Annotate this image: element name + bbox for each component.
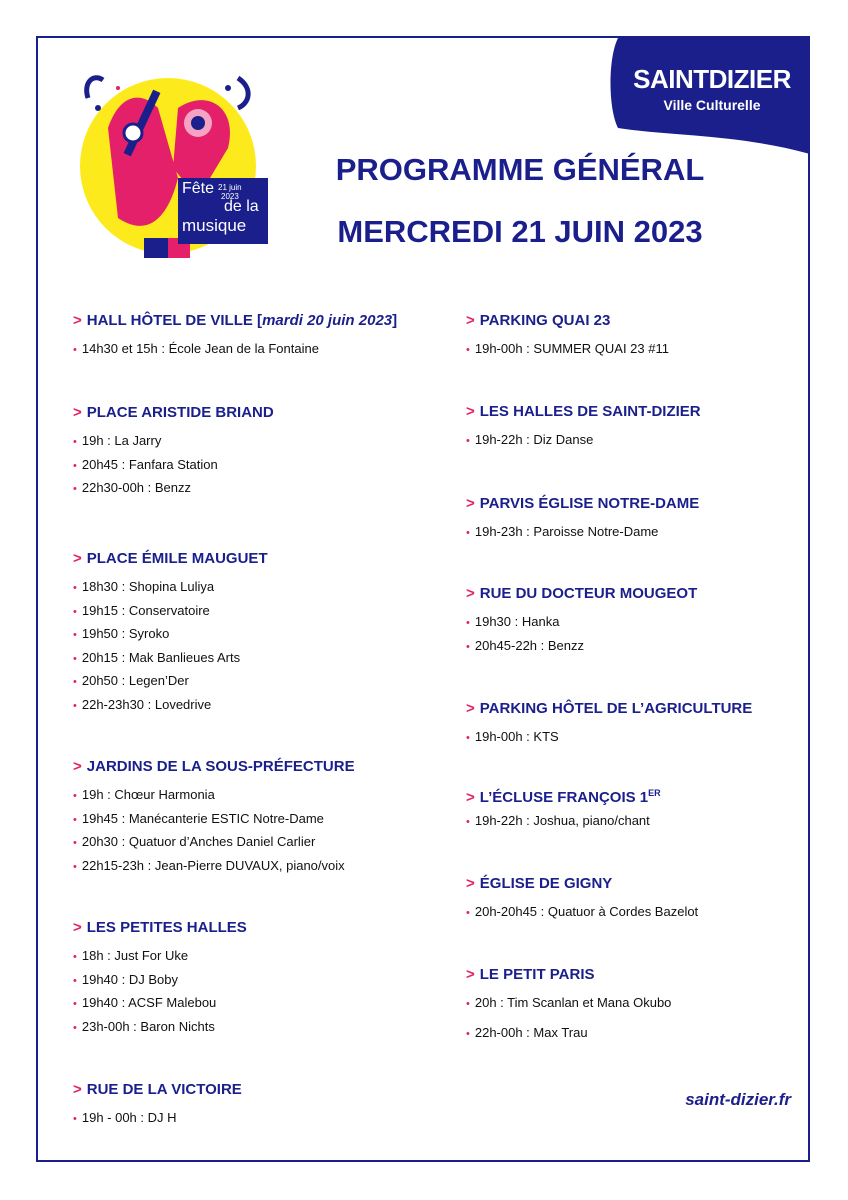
schedule-item: • 20h45 : Fanfara Station [73, 456, 218, 472]
chevron-right-icon: > [73, 550, 82, 567]
chevron-right-icon: > [466, 585, 475, 602]
venue-section [466, 874, 786, 965]
bullet-icon: • [466, 527, 470, 539]
venue-section [73, 1080, 453, 1132]
schedule-item: • 19h-22h : Diz Danse [466, 432, 594, 447]
venue-section [466, 699, 786, 783]
bullet-icon: • [73, 951, 77, 963]
schedule-item: • 20h30 : Quatuor d’Anches Daniel Carlier [73, 834, 316, 849]
chevron-right-icon: > [73, 404, 82, 421]
bullet-icon: • [73, 699, 77, 712]
bullet-icon: • [466, 907, 470, 919]
venue-title: > ÉGLISE DE GIGNY [466, 875, 613, 892]
bullet-icon: • [73, 1113, 77, 1125]
venue-section [73, 918, 453, 1080]
schedule-item: • 19h30 : Hanka [466, 614, 560, 629]
schedule-item: • 23h-00h : Baron Nichts [73, 1018, 215, 1034]
bullet-icon: • [73, 483, 77, 495]
bullet-icon: • [466, 998, 470, 1010]
schedule-item: • 22h-00h : Max Trau [466, 1025, 588, 1040]
bullet-icon: • [466, 435, 470, 447]
bullet-icon: • [466, 732, 470, 744]
schedule-item: • 14h30 et 15h : École Jean de la Fontaine [73, 341, 319, 356]
bullet-icon: • [466, 344, 470, 356]
schedule-item: • 20h50 : Legen’Der [73, 673, 189, 688]
venue-section [73, 311, 453, 403]
bullet-icon: • [73, 790, 77, 802]
bullet-icon: • [73, 605, 77, 618]
bullet-icon: • [73, 998, 77, 1010]
page-title: PROGRAMME GÉNÉRAL [335, 152, 705, 187]
venue-section [466, 783, 786, 874]
bullet-icon: • [73, 974, 77, 987]
venue-section [73, 549, 453, 757]
bullet-icon: • [73, 676, 77, 688]
bullet-icon: • [466, 640, 470, 653]
website-link[interactable]: saint-dizier.fr [685, 1090, 791, 1109]
bullet-icon: • [73, 582, 77, 594]
venue-section [466, 494, 786, 584]
venue-title: > LES PETITES HALLES [73, 919, 247, 936]
venue-section [73, 403, 453, 549]
schedule-item: • 22h-23h30 : Lovedrive [73, 696, 212, 712]
brand-name: SAINTDIZIER [633, 64, 791, 94]
chevron-right-icon: > [466, 312, 475, 329]
venue-section [466, 402, 786, 494]
venue-title: > L’ÉCLUSE FRANÇOIS 1ER [466, 788, 661, 806]
schedule-item: • 19h-23h : Paroisse Notre-Dame [466, 524, 659, 539]
fete-de-la-musique-logo [78, 68, 268, 264]
venue-title: > LES HALLES DE SAINT-DIZIER [466, 403, 701, 420]
venue-section [73, 757, 453, 918]
chevron-right-icon: > [466, 966, 475, 983]
venue-title: > RUE DE LA VICTOIRE [73, 1081, 242, 1098]
venue-section [466, 965, 786, 1047]
venue-title: > PLACE ÉMILE MAUGUET [73, 550, 268, 567]
schedule-item: • 19h50 : Syroko [73, 626, 170, 641]
bullet-icon: • [73, 813, 77, 826]
schedule-item: • 19h40 : ACSF Malebou [73, 995, 217, 1010]
schedule-item: • 19h - 00h : DJ H [73, 1110, 177, 1125]
venue-title: > RUE DU DOCTEUR MOUGEOT [466, 585, 698, 602]
bullet-icon: • [466, 1028, 470, 1040]
logo-date-day: 21 juin [218, 183, 242, 192]
chevron-right-icon: > [73, 1081, 82, 1098]
chevron-right-icon: > [466, 875, 475, 892]
schedule-item: • 20h45-22h : Benzz [466, 637, 584, 653]
brand-logo [578, 38, 810, 154]
schedule-item: • 18h30 : Shopina Luliya [73, 579, 215, 594]
chevron-right-icon: > [73, 919, 82, 936]
chevron-right-icon: > [466, 403, 475, 420]
chevron-right-icon: > [466, 789, 475, 806]
bullet-icon: • [466, 816, 470, 828]
venue-title: > PARKING HÔTEL DE L’AGRICULTURE [466, 700, 753, 717]
schedule-item: • 19h : La Jarry [73, 433, 162, 448]
schedule-item: • 20h15 : Mak Banlieues Arts [73, 649, 241, 665]
bullet-icon: • [73, 652, 77, 665]
schedule-item: • 19h-00h : SUMMER QUAI 23 #11 [466, 341, 669, 356]
logo-de-la: de la [224, 198, 259, 215]
schedule-item: • 19h40 : DJ Boby [73, 971, 178, 987]
bullet-icon: • [466, 617, 470, 629]
venue-title: > LE PETIT PARIS [466, 966, 595, 983]
logo-musique: musique [182, 216, 247, 235]
bullet-icon: • [73, 459, 77, 472]
page-subtitle-date: MERCREDI 21 JUIN 2023 [337, 214, 703, 249]
venue-title: > HALL HÔTEL DE VILLE [mardi 20 juin 2023] [73, 312, 398, 329]
chevron-right-icon: > [466, 700, 475, 717]
bullet-icon: • [73, 837, 77, 849]
schedule-item: • 19h45 : Manécanterie ESTIC Notre-Dame [73, 810, 324, 826]
chevron-right-icon: > [73, 312, 82, 329]
venue-section [466, 584, 786, 699]
schedule-item: • 22h30-00h : Benzz [73, 480, 191, 495]
bullet-icon: • [73, 629, 77, 641]
bullet-icon: • [73, 344, 77, 356]
venue-title: > JARDINS DE LA SOUS-PRÉFECTURE [73, 758, 355, 775]
logo-date-year: 2023 [221, 192, 239, 201]
schedule-item: • 20h : Tim Scanlan et Mana Okubo [466, 995, 672, 1010]
bullet-icon: • [73, 436, 77, 448]
venue-title: > PARKING QUAI 23 [466, 312, 611, 329]
bullet-icon: • [73, 860, 77, 873]
schedule-item: • 20h-20h45 : Quatuor à Cordes Bazelot [466, 904, 699, 919]
schedule-item: • 19h-00h : KTS [466, 729, 559, 744]
chevron-right-icon: > [73, 758, 82, 775]
schedule-item: • 22h15-23h : Jean-Pierre DUVAUX, piano/voix [73, 857, 345, 873]
schedule-item: • 19h-22h : Joshua, piano/chant [466, 813, 650, 828]
bullet-icon: • [73, 1021, 77, 1034]
schedule-item: • 19h15 : Conservatoire [73, 602, 210, 618]
schedule-item: • 18h : Just For Uke [73, 948, 189, 963]
right-column [466, 311, 786, 1047]
brand-subtitle: Ville Culturelle [663, 97, 761, 113]
logo-fete: Fête [182, 180, 215, 197]
venue-title: > PARVIS ÉGLISE NOTRE-DAME [466, 495, 700, 512]
venue-section [466, 311, 786, 402]
left-column [73, 311, 453, 1132]
venue-title: > PLACE ARISTIDE BRIAND [73, 404, 274, 421]
chevron-right-icon: > [466, 495, 475, 512]
schedule-item: • 19h : Chœur Harmonia [73, 787, 215, 802]
